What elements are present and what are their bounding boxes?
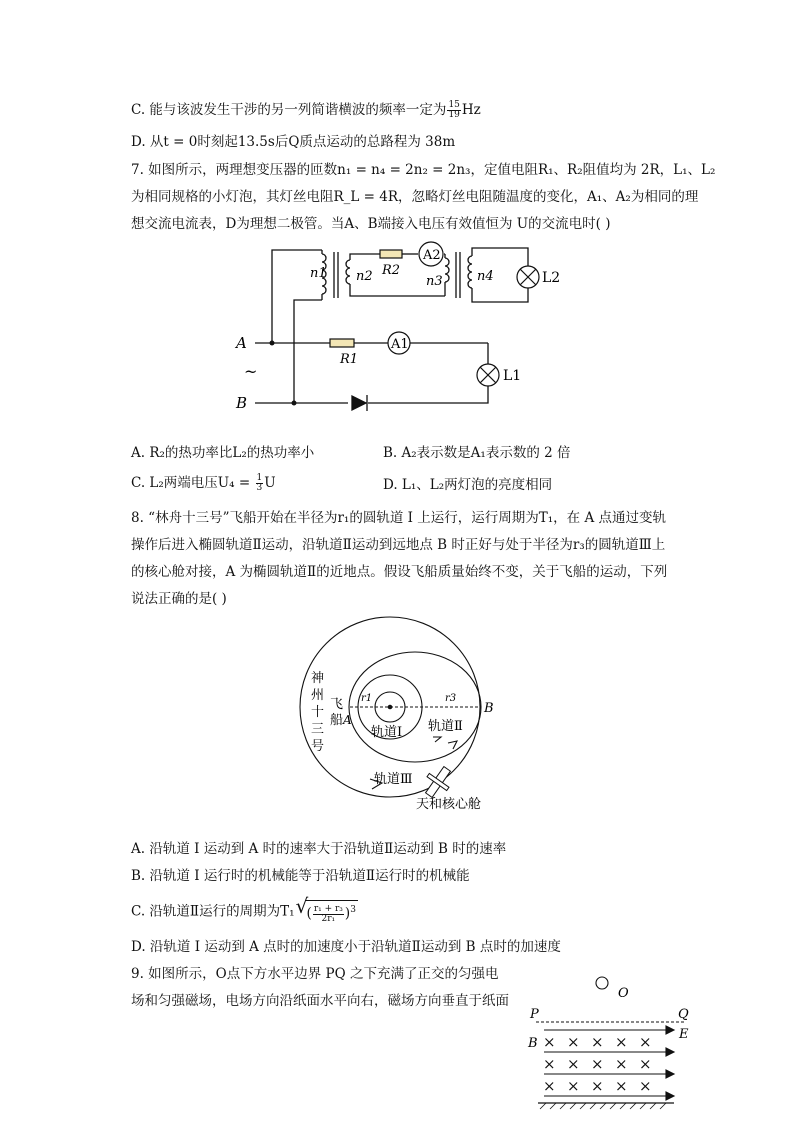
l1-lamp <box>477 364 499 386</box>
orbit-1-label: 轨道I <box>371 725 403 740</box>
r2-resistor <box>380 250 402 258</box>
q7-stem-line1: 7. 如图所示，两理想变压器的匝数n₁ = n₄ = 2n₂ = 2n₃，定值电阻R₁、R₂阻值均为 2R，L₁、L₂ <box>131 162 716 178</box>
q8-option-d: D. 沿轨道 I 运动到 A 点时的加速度小于沿轨道Ⅱ运动到 B 点时的加速度 <box>131 939 561 955</box>
cross-r1-c5: × <box>639 1033 652 1051</box>
point-o-circle <box>596 977 608 989</box>
l2-lamp <box>517 266 539 288</box>
q7-stem-line2: 为相同规格的小灯泡，其灯丝电阻R_L = 4R，忽略灯丝电阻随温度的变化，A₁、A₂为相同的理 <box>131 189 699 205</box>
r3-label: r3 <box>445 693 457 704</box>
label-a-terminal: A <box>236 334 247 352</box>
q7-stem-line3: 想交流电流表，D为理想二极管。当A、B端接入电压有效值恒为 U的交流电时( ) <box>131 216 611 232</box>
label-l2: L2 <box>542 270 561 286</box>
label-a1: A1 <box>391 337 409 352</box>
q8-stem-line3: 的核心舱对接，A 为椭圆轨道Ⅱ的近地点。假设飞船质量始终不变，关于飞船的运动，下列 <box>131 564 668 580</box>
cross-r2-c2: × <box>567 1055 580 1073</box>
cross-r1-c3: × <box>591 1033 604 1051</box>
q7-option-b: B. A₂表示数是A₁表示数的 2 倍 <box>383 445 571 461</box>
q7-option-c: C. L₂两端电压U₄ = $\frac{1}{3}$ U <box>131 473 276 493</box>
cross-r3-c2: × <box>567 1077 580 1095</box>
label-n3: n3 <box>426 274 443 289</box>
q8-orbit-diagram <box>295 612 515 817</box>
q9-field-diagram <box>522 970 698 1110</box>
ship-label-char-5: 号 <box>311 739 325 754</box>
label-ac-source: ~ <box>244 362 258 381</box>
q7-option-c-text: C. L₂两端电压U₄ = <box>131 475 255 491</box>
cross-r2-c3: × <box>591 1055 604 1073</box>
q6-option-c-text: C. 能与该波发生干涉的另一列简谐横波的频率一定为 <box>131 102 447 118</box>
cross-r1-c1: × <box>543 1033 556 1051</box>
r1-resistor <box>330 339 354 347</box>
cross-r3-c3: × <box>591 1077 604 1095</box>
q7-circuit-diagram <box>230 240 570 415</box>
q7-option-d: D. L₁、L₂两灯泡的亮度相同 <box>383 477 553 493</box>
q8-option-b: B. 沿轨道 I 运行时的机械能等于沿轨道Ⅱ运行时的机械能 <box>131 868 470 884</box>
q8-option-c <box>131 894 358 924</box>
label-l1: L1 <box>503 368 522 384</box>
label-r2: R2 <box>382 263 401 278</box>
q6-option-d: D. 从t = 0时刻起13.5s后Q质点运动的总路程为 38m <box>131 134 456 150</box>
ship-label-char-4: 三 <box>311 722 325 737</box>
label-n2: n2 <box>356 269 373 284</box>
label-a2: A2 <box>423 248 441 263</box>
label-b-terminal: B <box>236 394 248 412</box>
ship-label-char-3: 十 <box>311 705 325 720</box>
q8-option-c-sqrt: √ ( $\frac{\text{r₁ + r₃}}{\text{2r₁}}$ )$^3$ <box>295 894 356 924</box>
chuan-label: 船 <box>330 713 344 728</box>
label-r1: R1 <box>340 352 359 367</box>
ship-label-char-2: 州 <box>311 688 325 703</box>
tianhe-core-module <box>419 762 457 802</box>
q8-stem-line1: 8. “林舟十三号”飞船开始在半径为r₁的圆轨道 I 上运行，运行周期为T₁，在 A 点通过变轨 <box>131 510 667 526</box>
r1-label: r1 <box>361 693 373 704</box>
q8-stem-line2: 操作后进入椭圆轨道Ⅱ运动，沿轨道Ⅱ运动到远地点 B 时正好与处于半径为r₃的圆轨道Ⅲ上 <box>131 537 666 553</box>
fei-label: 飞 <box>330 697 344 712</box>
b-field-label: B <box>528 1036 538 1051</box>
orbit-3-label: 轨道Ⅲ <box>374 772 413 787</box>
point-p-label: P <box>530 1007 539 1022</box>
q7-option-a: A. R₂的热功率比L₂的热功率小 <box>131 445 315 461</box>
q8-stem-line4: 说法正确的是( ) <box>131 591 227 607</box>
q6-option-c-unit: Hz <box>461 102 481 118</box>
q8-option-a: A. 沿轨道 I 运动到 A 时的速率大于沿轨道Ⅱ运动到 B 时的速率 <box>131 841 507 857</box>
point-b-label: B <box>484 701 494 716</box>
q9-stem-line2: 场和匀强磁场，电场方向沿纸面水平向右，磁场方向垂直于纸面 <box>131 993 509 1009</box>
orbit-2-label: 轨道Ⅱ <box>428 719 463 734</box>
point-a-label: A <box>343 713 352 727</box>
cross-r2-c4: × <box>615 1055 628 1073</box>
q6-option-c <box>131 101 481 120</box>
q7-option-c-fraction: $\frac{1}{3}$ <box>256 473 263 493</box>
ship-label-char-1: 神 <box>311 671 325 686</box>
q8-option-c-text: C. 沿轨道Ⅱ运行的周期为T₁ <box>131 903 295 920</box>
cross-r1-c4: × <box>615 1033 628 1051</box>
cross-r2-c5: × <box>639 1055 652 1073</box>
e-field-label: E <box>679 1027 689 1042</box>
cross-r3-c5: × <box>639 1077 652 1095</box>
point-o-label: O <box>618 986 629 1001</box>
label-n1: n1 <box>310 266 327 281</box>
q6-option-c-fraction: $\frac{15}{19}$ <box>448 100 460 120</box>
cross-r3-c1: × <box>543 1077 556 1095</box>
cross-r2-c1: × <box>543 1055 556 1073</box>
cross-r3-c4: × <box>615 1077 628 1095</box>
q9-stem-line1: 9. 如图所示，O点下方水平边界 PQ 之下充满了正交的匀强电 <box>131 966 499 982</box>
point-q-label: Q <box>678 1007 689 1022</box>
label-n4: n4 <box>477 269 494 284</box>
station-label: 天和核心舱 <box>416 797 482 812</box>
cross-r1-c2: × <box>567 1033 580 1051</box>
